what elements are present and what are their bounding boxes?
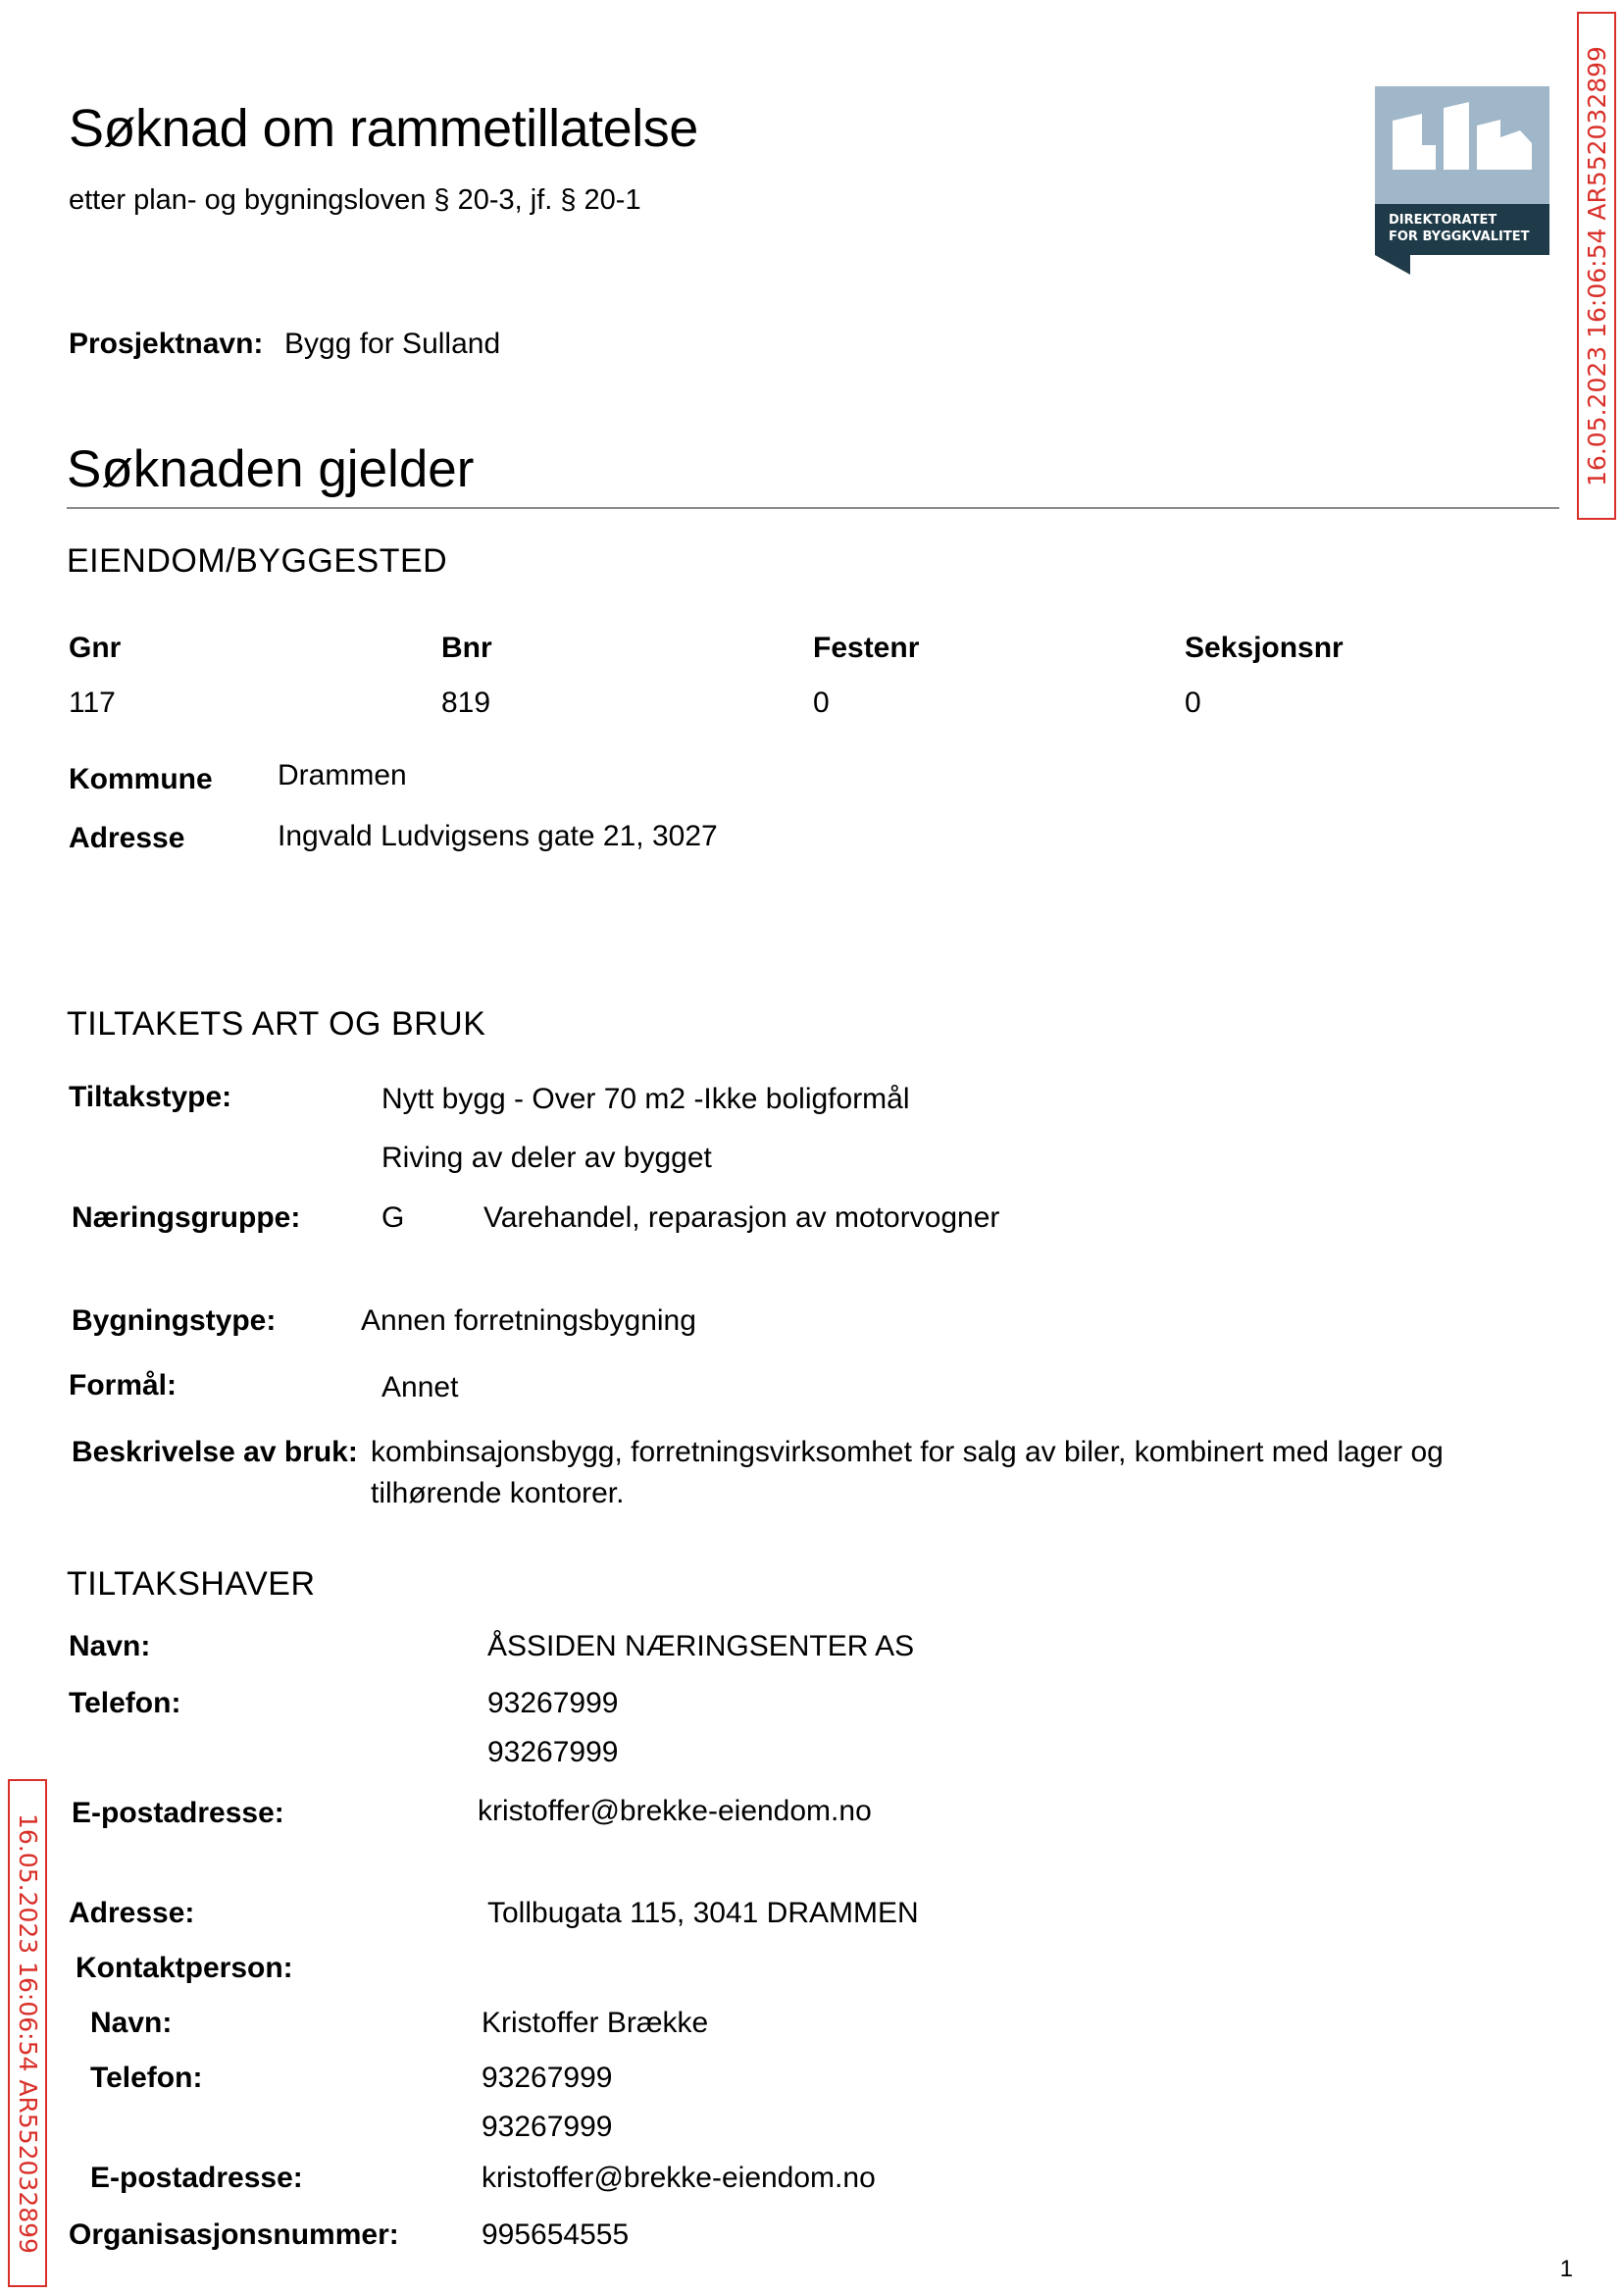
building-type-value: Annen forretningsbygning	[361, 1304, 696, 1337]
column-header-festenr: Festenr	[813, 632, 920, 664]
project-name-label: Prosjektnavn:	[69, 328, 264, 360]
applicant-name-label: Navn:	[69, 1630, 151, 1662]
measure-type-2: Riving av deler av bygget	[381, 1142, 712, 1174]
heading-rule	[67, 507, 1559, 509]
contact-email-value: kristoffer@brekke-eiendom.no	[482, 2162, 876, 2194]
applicant-phone-label: Telefon:	[69, 1687, 181, 1719]
applicant-email-value: kristoffer@brekke-eiendom.no	[478, 1795, 872, 1827]
column-header-bnr: Bnr	[441, 632, 492, 664]
contact-name-label: Navn:	[90, 2007, 173, 2039]
industry-label: Næringsgruppe:	[72, 1201, 301, 1234]
municipality-label: Kommune	[69, 763, 213, 795]
value-festenr: 0	[813, 687, 830, 719]
section-heading-measure: TILTAKETS ART OG BRUK	[67, 1005, 486, 1043]
property-address-label: Adresse	[69, 822, 185, 854]
applicant-email-label: E-postadresse:	[72, 1797, 284, 1829]
contact-phone-1: 93267999	[482, 2062, 613, 2094]
date-stamp-left: 16.05.2023 16:06:54 AR552032899	[8, 1779, 47, 2287]
applicant-address-value: Tollbugata 115, 3041 DRAMMEN	[487, 1897, 919, 1929]
svg-text:FOR BYGGKVALITET: FOR BYGGKVALITET	[1389, 229, 1530, 244]
page-number: 1	[1559, 2256, 1573, 2282]
value-bnr: 819	[441, 687, 491, 719]
contact-phone-2: 93267999	[482, 2111, 613, 2143]
org-number-label: Organisasjonsnummer:	[69, 2218, 399, 2251]
usage-line-2: tilhørende kontorer.	[371, 1477, 625, 1509]
section-heading-application: Søknaden gjelder	[67, 440, 475, 498]
purpose-value: Annet	[381, 1371, 459, 1403]
document-subtitle: etter plan- og bygningsloven § 20-3, jf. § 20-1	[69, 184, 641, 216]
contact-email-label: E-postadresse:	[90, 2162, 303, 2194]
property-address-value: Ingvald Ludvigsens gate 21, 3027	[278, 820, 718, 852]
applicant-address-label: Adresse:	[69, 1897, 195, 1929]
purpose-label: Formål:	[69, 1369, 178, 1402]
org-number-value: 995654555	[482, 2218, 630, 2251]
document-title: Søknad om rammetillatelse	[69, 99, 698, 158]
contact-phone-label: Telefon:	[90, 2062, 203, 2094]
building-type-label: Bygningstype:	[72, 1304, 277, 1337]
applicant-phone-1: 93267999	[487, 1687, 619, 1719]
municipality-value: Drammen	[278, 759, 407, 791]
svg-text:DIREKTORATET: DIREKTORATET	[1389, 213, 1497, 228]
section-heading-applicant: TILTAKSHAVER	[67, 1565, 316, 1603]
contact-name-value: Kristoffer Brække	[482, 2007, 709, 2039]
measure-type-1: Nytt bygg - Over 70 m2 -Ikke boligformål	[381, 1083, 910, 1115]
date-stamp-top: 16.05.2023 16:06:54 AR552032899	[1577, 12, 1616, 520]
usage-label: Beskrivelse av bruk:	[72, 1436, 358, 1468]
measure-type-label: Tiltakstype:	[69, 1081, 232, 1113]
section-heading-property: EIENDOM/BYGGESTED	[67, 542, 448, 580]
applicant-phone-2: 93267999	[487, 1736, 619, 1768]
column-header-gnr: Gnr	[69, 632, 122, 664]
applicant-name-value: ÅSSIDEN NÆRINGSENTER AS	[487, 1630, 915, 1662]
contact-person-label: Kontaktperson:	[76, 1952, 293, 1984]
dibk-logo	[1375, 86, 1549, 275]
usage-line-1: kombinsajonsbygg, forretningsvirksomhet for salg av biler, kombinert med lager og	[371, 1436, 1444, 1468]
value-seksjonsnr: 0	[1185, 687, 1201, 719]
project-name-value: Bygg for Sulland	[284, 328, 501, 360]
industry-name: Varehandel, reparasjon av motorvogner	[483, 1201, 1000, 1234]
value-gnr: 117	[69, 687, 116, 719]
column-header-seksjonsnr: Seksjonsnr	[1185, 632, 1344, 664]
industry-code: G	[381, 1201, 405, 1234]
